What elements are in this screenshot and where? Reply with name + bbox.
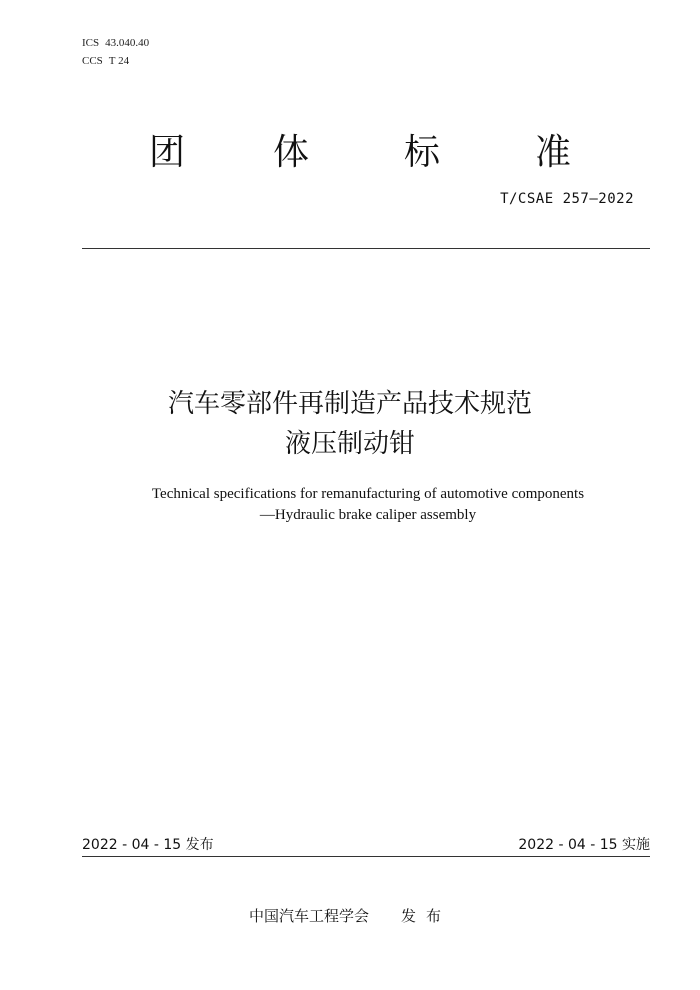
ccs-value: T 24 xyxy=(108,55,130,67)
standard-type-heading xyxy=(0,130,700,180)
standard-type-char-2: 体 xyxy=(273,132,310,173)
release-date: 2022 - 04 - 15 发布 xyxy=(82,837,214,853)
issuer-action: 发布 xyxy=(401,907,452,925)
standard-type-char-3: 标 xyxy=(404,132,441,173)
english-title-line-2: —Hydraulic brake caliper assembly xyxy=(259,507,477,523)
issuer-line xyxy=(0,905,700,926)
chinese-title-line-1: 汽车零部件再制造产品技术规范 xyxy=(167,389,532,419)
ics-label: ICS xyxy=(82,37,100,49)
standard-type-char-4: 准 xyxy=(535,132,572,173)
header-divider xyxy=(82,248,650,249)
ccs-code xyxy=(82,52,149,70)
standard-number: T/CSAE 257—2022 xyxy=(500,191,634,207)
implementation-date: 2022 - 04 - 15 实施 xyxy=(518,837,650,853)
english-title-line-1: Technical specifications for remanufacturing of automotive components xyxy=(151,486,585,502)
ccs-label: CCS xyxy=(82,55,103,67)
standard-type-char-1: 团 xyxy=(149,132,186,173)
classification-codes xyxy=(82,34,149,70)
ics-code xyxy=(82,34,149,52)
footer-divider xyxy=(82,856,650,857)
issuer-organization: 中国汽车工程学会 xyxy=(248,907,369,925)
ics-value: 43.040.40 xyxy=(105,37,150,49)
chinese-title-line-2: 液压制动钳 xyxy=(284,429,415,459)
